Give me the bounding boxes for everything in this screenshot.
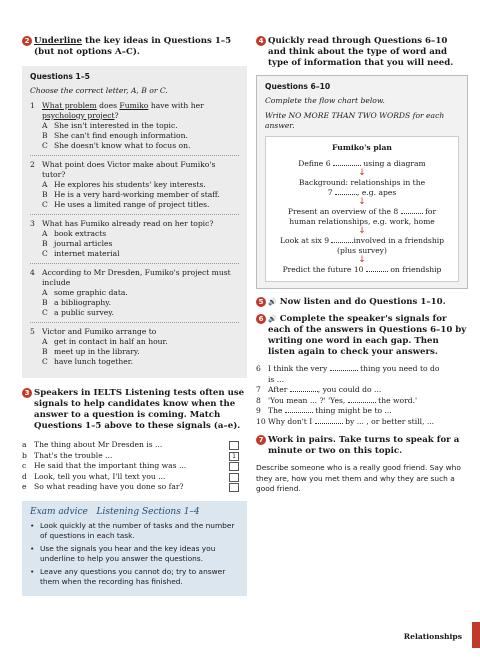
flow-chart (265, 136, 459, 282)
question-text: Victor and Fumiko arrange to (42, 327, 157, 336)
question-text: What problem (42, 101, 97, 110)
question-text: have with her (150, 101, 204, 110)
gap-item: 9 The thing might be to ... (256, 406, 392, 415)
arrow-down-icon: ↓ (358, 197, 366, 207)
signals-list (22, 440, 247, 493)
question-text: ? (114, 111, 119, 120)
question-number: 5 (30, 327, 35, 336)
arrow-down-icon: ↓ (358, 255, 366, 265)
question-text: does (99, 101, 117, 110)
option-c: C She doesn't know what to focus on. (42, 141, 191, 150)
question-text: psychology project (42, 111, 115, 120)
questions-instruction: Choose the correct letter, A, B or C. (30, 86, 168, 95)
answer-gap[interactable] (335, 188, 357, 195)
task-number-badge: 2 (22, 36, 32, 46)
advice-title (30, 507, 239, 517)
gap-item: 7 After , you could do ... (256, 385, 382, 394)
answer-box[interactable] (229, 441, 239, 450)
option-b: B a bibliography. (42, 298, 111, 307)
task-2-heading (22, 36, 247, 58)
arrow-down-icon: ↓ (358, 226, 366, 236)
flow-step: Define 6 using a diagram (298, 159, 426, 168)
question-5 (30, 327, 239, 367)
footer-section-label: Relationships (403, 632, 462, 641)
option-c: C a public survey. (42, 308, 114, 317)
question-number: 4 (30, 268, 35, 277)
task-number-badge: 7 (256, 435, 266, 445)
speaker-icon[interactable]: 🔊 (268, 315, 277, 323)
task-number-badge: 5 (256, 297, 266, 307)
answer-box[interactable] (229, 483, 239, 492)
answer-box[interactable] (229, 473, 239, 482)
task-2-text: the key ideas in Questions 1–5 (but not options A–C). (34, 36, 232, 57)
exam-advice-box (22, 501, 247, 596)
question-number: 2 (30, 160, 35, 169)
right-column (256, 36, 468, 495)
page-tab-marker (472, 622, 480, 648)
signal-item: c He said that the important thing was ... (22, 461, 247, 472)
underline-word: Underline (34, 36, 82, 46)
option-a: A He explores his students' key interests. (42, 180, 206, 189)
gap-fill-list (256, 364, 468, 427)
answer-gap[interactable] (290, 385, 318, 392)
option-a: A book extracts (42, 229, 107, 238)
answer-box[interactable] (229, 462, 239, 471)
gap-item: 8 'You mean ... ?' 'Yes, the word.' (256, 395, 418, 405)
option-b: B meet up in the library. (42, 347, 140, 356)
question-4 (30, 268, 239, 318)
task-3-text: Speakers in IELTS Listening tests often use signals to help candidates know when the answer to a question is coming. Match Questions 1–5 above to these signals (a–e). (34, 388, 245, 431)
questions-instruction-2: Write NO MORE THAN TWO WORDS for each answer. (265, 111, 445, 130)
advice-heading: Listening Sections 1–4 (96, 506, 200, 517)
answer-gap[interactable] (333, 159, 361, 166)
answer-box[interactable]: 1 (229, 452, 239, 461)
advice-bullet: • Look quickly at the number of tasks and the number of questions in each task. (30, 521, 239, 541)
question-text: What point does Victor make about Fumiko's tutor? (42, 160, 216, 179)
signal-item: b That's the trouble ... 1 (22, 451, 247, 462)
flow-step: Look at six 9 involved in a friendship (plus survey) (279, 236, 445, 255)
answer-gap[interactable] (348, 396, 376, 403)
gap-item: 6 I think the very thing you need to do is ... (256, 364, 440, 384)
task-6-heading (256, 314, 468, 358)
question-3 (30, 219, 239, 259)
advice-bullet: • Use the signals you hear and the key ideas you underline to help you answer the questions. (30, 544, 239, 564)
answer-gap[interactable] (285, 406, 313, 413)
answer-gap[interactable] (401, 207, 423, 214)
answer-gap[interactable] (315, 417, 343, 424)
arrow-down-icon: ↓ (358, 168, 366, 178)
task-7-text: Work in pairs. Take turns to speak for a minute or two on this topic. (268, 435, 460, 456)
questions-1-5-box (22, 66, 247, 378)
task-7-description: Describe someone who is a really good friend. Say who they are, how you met them and why they are such a good friend. (256, 463, 461, 493)
option-b: B journal articles (42, 239, 113, 248)
option-a: A get in contact in half an hour. (42, 337, 168, 346)
option-c: C internet material (42, 249, 120, 258)
left-column (22, 36, 247, 596)
signal-item: e So what reading have you done so far? (22, 482, 247, 493)
option-c: C have lunch together. (42, 357, 134, 366)
task-7-heading (256, 435, 468, 457)
task-number-badge: 4 (256, 36, 266, 46)
question-text: Fumiko (119, 101, 149, 110)
questions-title: Questions 1–5 (30, 72, 90, 81)
flow-step: Background: relationships in the 7 , e.g. apes (298, 178, 426, 197)
question-number: 3 (30, 219, 35, 228)
option-a: A some graphic data. (42, 288, 128, 297)
signal-item: d Look, tell you what, I'll text you ... (22, 472, 247, 483)
question-1 (30, 101, 239, 151)
question-text: According to Mr Dresden, Fumiko's project must include (42, 268, 231, 287)
option-c: C He uses a limited range of project titles. (42, 200, 210, 209)
question-2 (30, 160, 239, 210)
signal-item: a The thing about Mr Dresden is ... (22, 440, 247, 451)
option-b: B He is a very hard-working member of staff. (42, 190, 220, 199)
task-number-badge: 3 (22, 388, 32, 398)
flow-step: Present an overview of the 8 for human relationships, e.g. work, home (287, 207, 437, 226)
option-b: B She can't find enough information. (42, 131, 188, 140)
answer-gap[interactable] (330, 364, 358, 371)
task-5-text: Now listen and do Questions 1–10. (279, 297, 446, 307)
task-4-text: Quickly read through Questions 6–10 and think about the type of word and type of information that you will need. (268, 36, 454, 68)
task-5-heading (256, 297, 468, 308)
advice-bullet: • Leave any questions you cannot do; try to answer them when the recording has finished. (30, 567, 239, 587)
task-number-badge: 6 (256, 314, 266, 324)
questions-instruction: Complete the flow chart below. (265, 96, 385, 105)
questions-title: Questions 6–10 (265, 82, 331, 91)
answer-gap[interactable] (366, 265, 388, 272)
advice-label: Exam advice (30, 506, 88, 517)
question-number: 1 (30, 101, 35, 110)
option-a: A She isn't interested in the topic. (42, 121, 178, 130)
task-4-heading (256, 36, 468, 69)
questions-6-10-box (256, 75, 468, 289)
answer-gap[interactable] (331, 236, 353, 243)
flow-step: Predict the future 10 on friendship (282, 265, 442, 274)
speaker-icon[interactable]: 🔊 (268, 298, 277, 306)
question-text: What has Fumiko already read on her topic? (42, 219, 214, 228)
task-6-text: Complete the speaker's signals for each of the answers in Questions 6–10 by writing one word in each gap. Then listen again to check your answers. (268, 314, 467, 357)
flow-title: Fumiko's plan (332, 143, 392, 152)
gap-item: 10 Why don't I by ... , or better still, ... (256, 416, 435, 426)
task-3-heading (22, 388, 247, 432)
